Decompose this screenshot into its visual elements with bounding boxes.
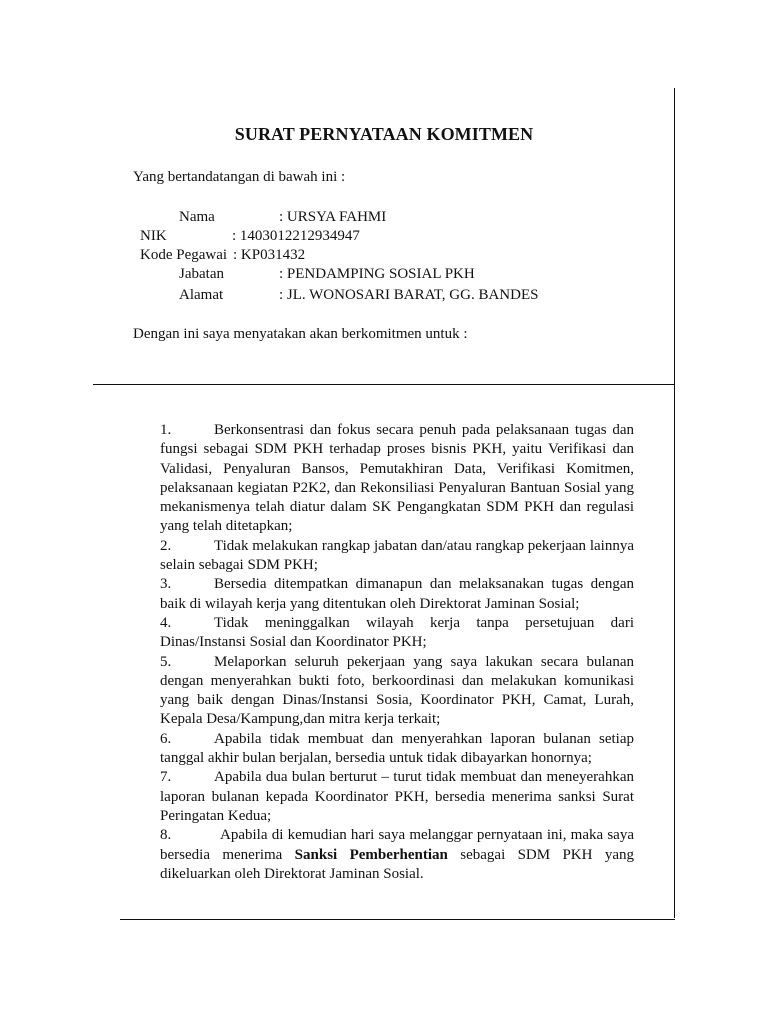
item-text-before: Apabila di kemudian hari saya melanggar pernyataan ini, maka saya bersedia menerima — [160, 827, 634, 863]
horizontal-rule-bottom — [120, 919, 675, 920]
list-item — [160, 826, 634, 884]
intro-text: Yang bertandatangan di bawah ini : — [133, 169, 346, 185]
item-text: Bersedia ditempatkan dimanapun dan melaksanakan tugas dengan baik di wilayah kerja yang ditentukan oleh Direktorat Jaminan Sosial; — [160, 576, 634, 612]
field-value-jabatan: : PENDAMPING SOSIAL PKH — [279, 266, 475, 282]
vertical-rule — [674, 88, 675, 918]
item-text: Apabila tidak membuat dan menyerahkan laporan bulanan setiap tanggal akhir bulan berjalan, bersedia untuk tidak dibayarkan honornya; — [160, 730, 634, 767]
item-number: 3. — [160, 576, 172, 593]
field-value-kode-pegawai: : KP031432 — [233, 247, 306, 263]
item-number: 4. — [160, 614, 172, 631]
item-number: 1. — [160, 422, 172, 438]
field-label-alamat: Alamat — [179, 287, 224, 303]
field-label-jabatan: Jabatan — [179, 266, 224, 282]
item-text: Melaporkan seluruh pekerjaan yang saya lakukan secara bulanan dengan menyerahkan bukti foto, berkoordinasi dan melakukan komunikasi yang baik dengan Dinas/Instansi Sosia, Koordinator PKH, Camat, Lurah, Kepala Desa/Kampung,dan mitra kerja terkait; — [160, 653, 634, 728]
field-label-nik: NIK — [140, 228, 167, 244]
statement-text: Dengan ini saya menyatakan akan berkomitmen untuk : — [133, 326, 468, 342]
item-number: 6. — [160, 730, 172, 747]
item-number: 8. — [160, 827, 172, 844]
list-item — [160, 421, 634, 537]
item-text-after: sebagai SDM PKH yang dikeluarkan oleh Direktorat Jaminan Sosial. — [160, 846, 634, 882]
item-text: Apabila dua bulan berturut – turut tidak membuat dan meneyerahkan laporan bulanan kepada Koordinator PKH, bersedia menerima sanksi Surat Peringatan Kedua; — [160, 769, 634, 824]
field-label-kode-pegawai: Kode Pegawai — [140, 247, 228, 263]
field-value-alamat: : JL. WONOSARI BARAT, GG. BANDES — [279, 287, 539, 303]
list-item — [160, 730, 634, 769]
list-item — [160, 768, 634, 826]
item-number: 2. — [160, 537, 172, 554]
list-item — [160, 537, 634, 576]
sanction-emphasis: Sanksi Pemberhentian — [294, 846, 448, 863]
field-value-nik: : 1403012212934947 — [232, 228, 360, 244]
commitment-list — [160, 421, 634, 884]
item-text: Berkonsentrasi dan fokus secara penuh pada pelaksanaan tugas dan fungsi sebagai SDM PKH terhadap proses bisnis PKH, yaitu Verifikasi dan Validasi, Penyaluran Bansos, Pemutakhiran Data, Verifikasi Komitmen, pelaksanaan kegiatan P2K2, dan Rekonsiliasi Penyaluran Bantuan Sosial yang mekanismenya telah diatur dalam SK Pengangkatan SDM PKH dan regulasi yang telah ditetapkan; — [160, 422, 634, 535]
horizontal-rule-top — [93, 384, 675, 385]
document-title: SURAT PERNYATAAN KOMITMEN — [234, 124, 534, 144]
item-text: Tidak meninggalkan wilayah kerja tanpa persetujuan dari Dinas/Instansi Sosial dan Koordinator PKH; — [160, 614, 634, 651]
list-item — [160, 653, 634, 730]
list-item — [160, 614, 634, 653]
field-value-nama: : URSYA FAHMI — [279, 209, 387, 225]
item-number: 7. — [160, 769, 172, 786]
field-label-nama: Nama — [179, 209, 215, 225]
item-number: 5. — [160, 653, 172, 670]
item-text: Tidak melakukan rangkap jabatan dan/atau rangkap pekerjaan lainnya selain sebagai SDM PKH; — [160, 537, 634, 574]
list-item — [160, 575, 634, 614]
